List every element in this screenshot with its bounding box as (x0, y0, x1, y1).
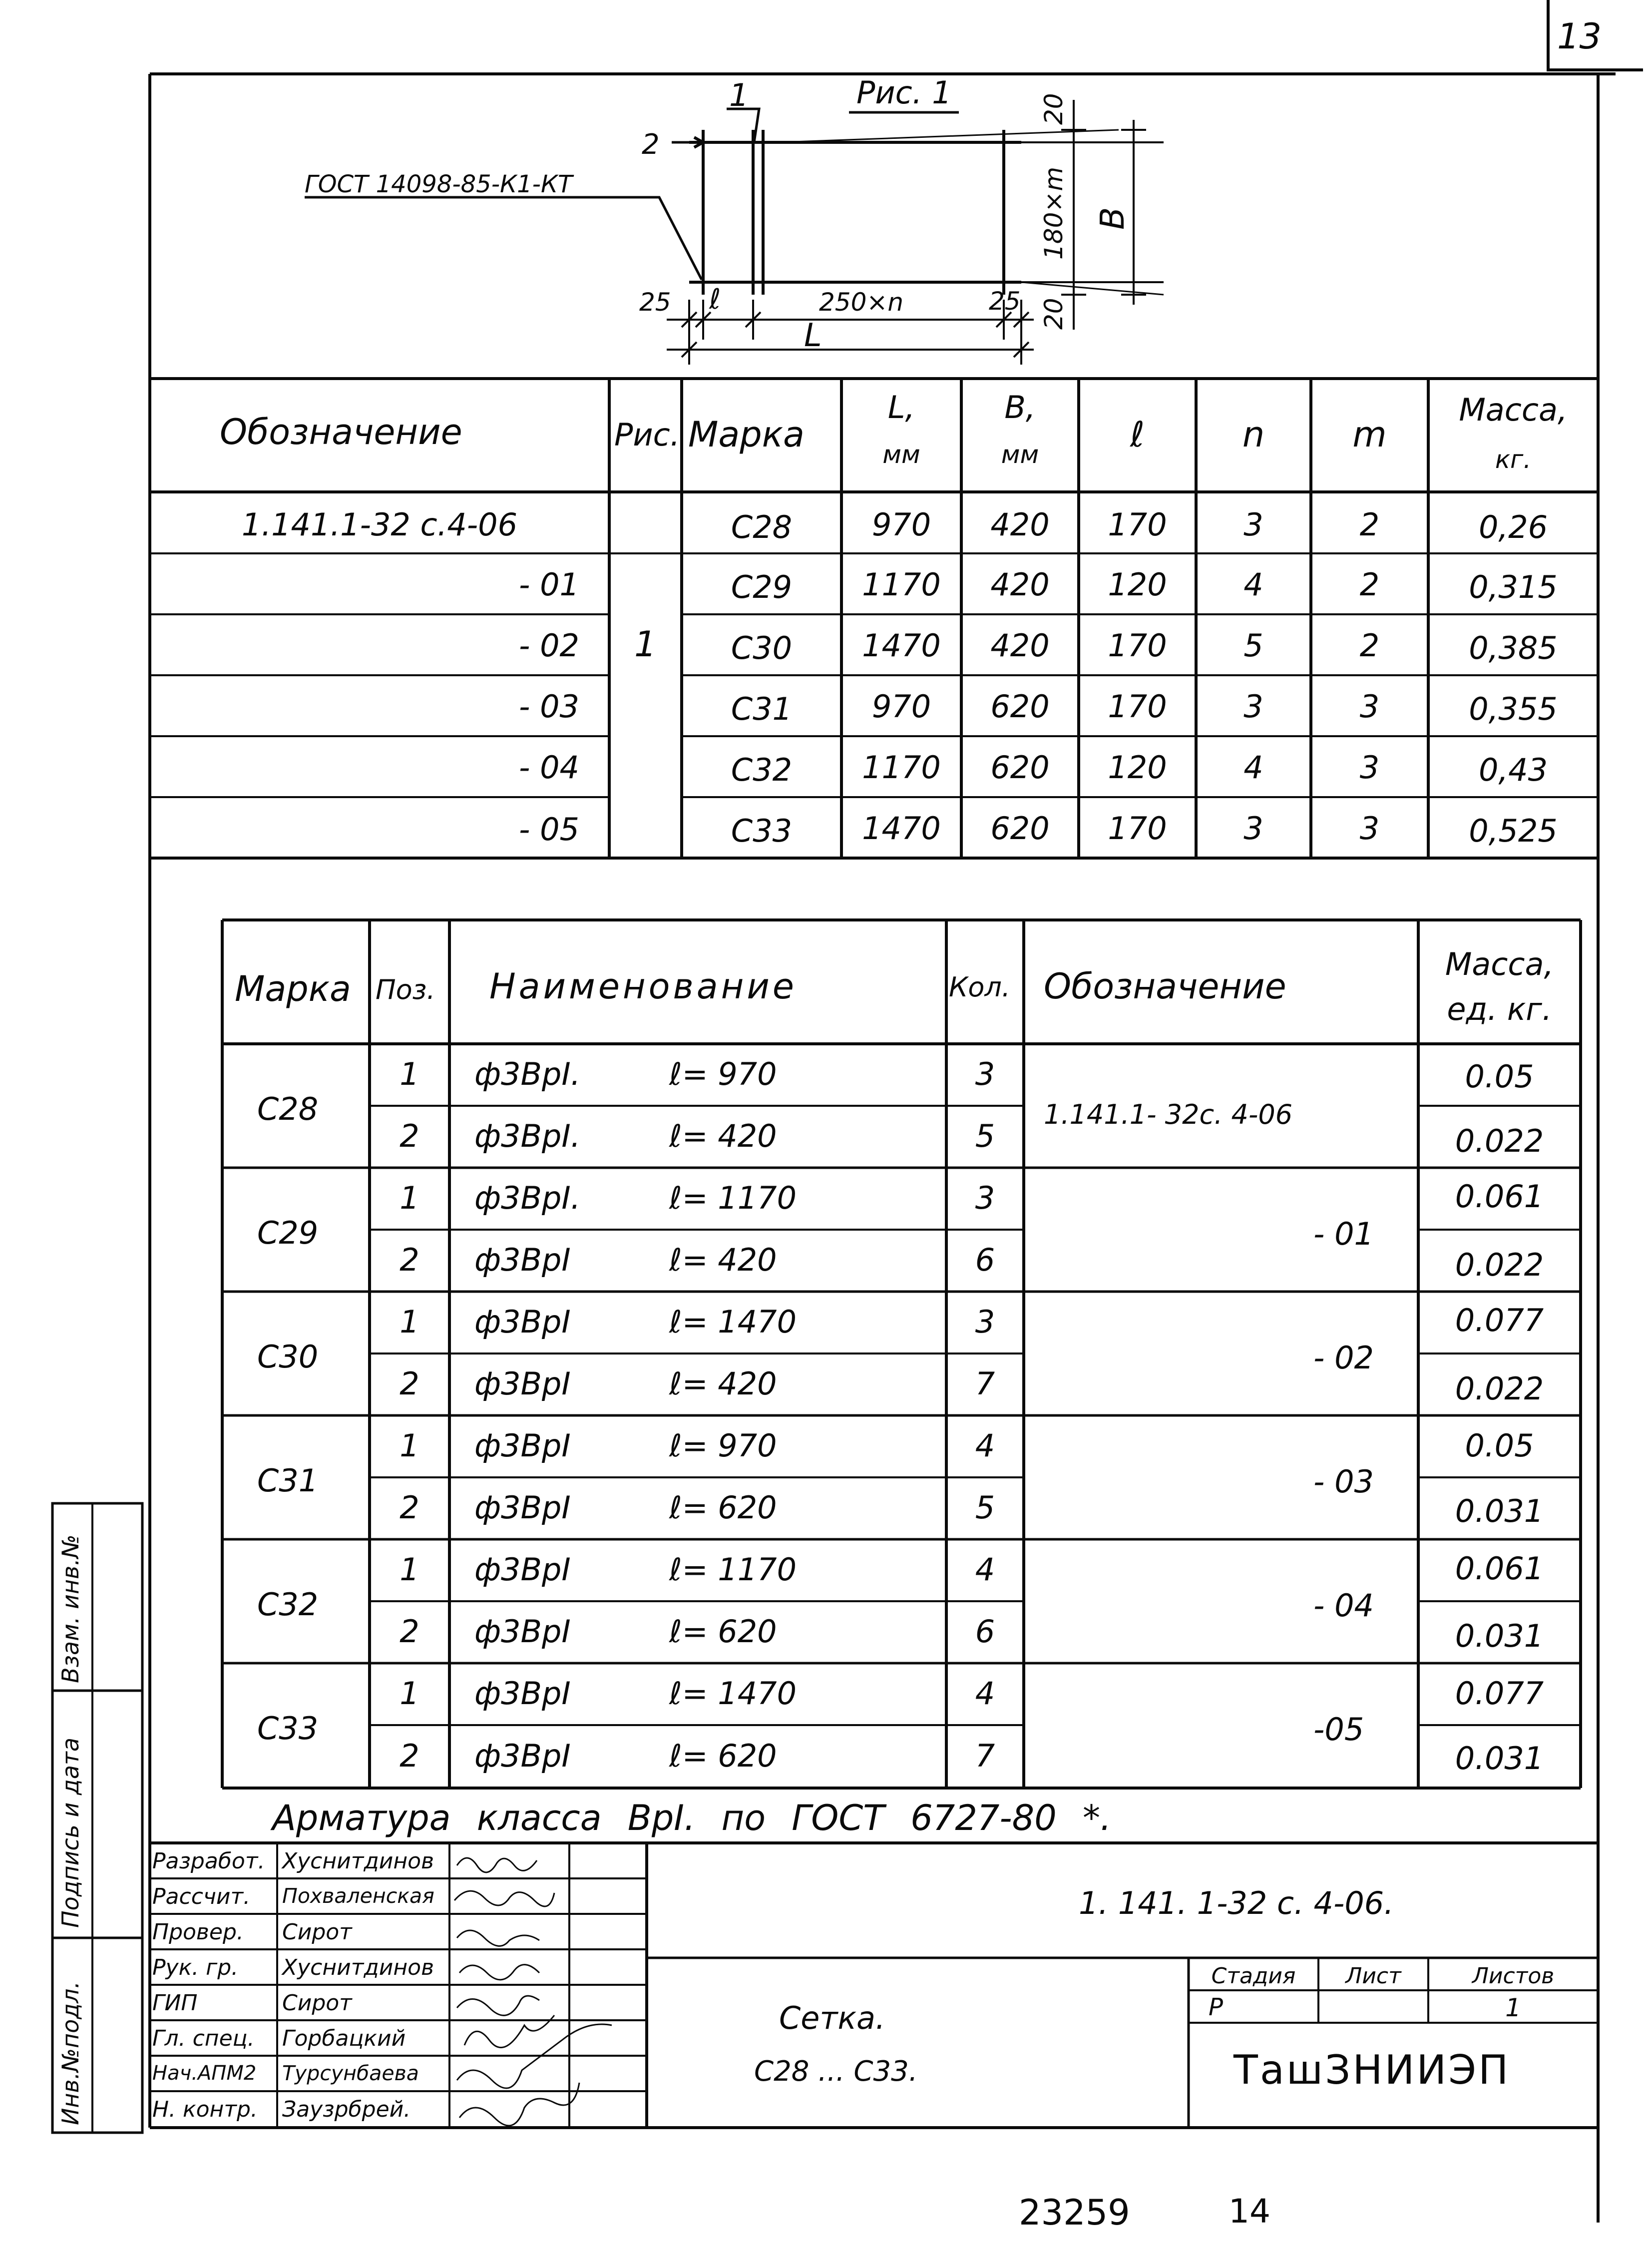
pos1-label: 1 (729, 77, 749, 113)
t1-r4-mass: 0,43 (1478, 752, 1548, 788)
name-0: Хуснитдинов (282, 1848, 434, 1874)
t2-g2-designation: - 02 (1313, 1340, 1374, 1376)
t1-r3-designation: - 03 (519, 688, 579, 725)
t1-r1-m: 2 (1359, 566, 1380, 603)
t2-g1-designation: - 01 (1313, 1216, 1374, 1252)
t2-g0-i0-bar: ф3ВрI. (474, 1056, 581, 1092)
role-3: Рук. гр. (152, 1955, 239, 1980)
t2-g5-i0-mass: 0.077 (1455, 1675, 1544, 1712)
page-number: 13 (1557, 16, 1602, 57)
t2-g3-designation: - 03 (1313, 1463, 1374, 1500)
t2-g4-i1-mass: 0.031 (1455, 1618, 1544, 1654)
t2-g1-i1-qty: 6 (975, 1242, 995, 1278)
footer-number: 23259 (1019, 2192, 1130, 2233)
top-margin-label: 20 (1039, 93, 1068, 125)
t2-g0-i1-qty: 5 (975, 1118, 995, 1154)
t2-g2-mark: С30 (257, 1339, 319, 1375)
sheet-title-2: С28 ... С33. (754, 2055, 918, 2088)
t2-g5-mark: С33 (257, 1710, 319, 1747)
t2-g1-i1-len: ℓ= 420 (669, 1242, 777, 1278)
t1-r5-designation: - 05 (519, 811, 579, 848)
side-stamp-replace: Взам. инв.№ (57, 1534, 84, 1683)
t2-g0-i0-len: ℓ= 970 (669, 1056, 777, 1092)
t2-g4-i1-bar: ф3ВрI (474, 1613, 571, 1650)
t1-r2-l: 170 (1108, 627, 1167, 664)
t1-r0-B: 420 (990, 506, 1050, 543)
t1-r3-m: 3 (1359, 688, 1380, 725)
t2-g2-i1-qty: 7 (975, 1365, 995, 1402)
role-6: Нач.АПМ2 (152, 2062, 257, 2085)
t2-g1-i1-mass: 0.022 (1455, 1247, 1544, 1283)
t2-g4-i0-len: ℓ= 1170 (669, 1551, 797, 1588)
t1-header-B: B, (1004, 389, 1036, 426)
gost-label: ГОСТ 14098-85-К1-КТ (305, 170, 573, 198)
t1-header-mass: Масса, (1459, 392, 1568, 428)
t2-g3-i1-mass: 0.031 (1455, 1493, 1544, 1529)
t2-header-pos: Поз. (376, 974, 435, 1005)
t2-g2-i0-bar: ф3ВрI (474, 1304, 571, 1340)
t1-r3-L: 970 (871, 688, 931, 725)
t2-g4-i1-len: ℓ= 620 (669, 1613, 777, 1650)
t1-r1-L: 1170 (862, 566, 941, 603)
L-label: L (804, 317, 822, 354)
t2-g2-i1-pos: 2 (400, 1365, 419, 1402)
t1-header-l: ℓ (1130, 414, 1145, 455)
bottom-margin-label: 20 (1039, 298, 1068, 330)
t2-g3-mark: С31 (257, 1462, 319, 1499)
t1-r0-designation: 1.141.1-32 с.4-06 (241, 506, 518, 543)
name-6: Турсунбаева (282, 2061, 419, 2085)
t2-g4-i0-bar: ф3ВрI (474, 1551, 571, 1588)
name-1: Похваленская (282, 1884, 434, 1908)
t1-r5-B: 620 (990, 810, 1050, 847)
t1-r4-m: 3 (1359, 749, 1380, 786)
t2-g1-mark: С29 (257, 1215, 319, 1251)
t1-r2-L: 1470 (862, 627, 941, 664)
t1-r3-l: 170 (1108, 688, 1167, 725)
left-margin-label: 25 (639, 288, 671, 317)
t2-g4-mark: С32 (257, 1586, 319, 1623)
stage-label: Стадия (1211, 1963, 1296, 1989)
t2-header-name: Наименование (489, 966, 797, 1007)
t1-header-m: m (1352, 414, 1387, 455)
t2-g1-i0-len: ℓ= 1170 (669, 1180, 797, 1216)
t1-r4-n: 4 (1243, 749, 1263, 786)
l-label: ℓ (709, 283, 721, 316)
t2-g3-i1-pos: 2 (400, 1489, 419, 1526)
t2-header-qty: Кол. (949, 971, 1011, 1003)
t2-g0-i1-bar: ф3ВрI. (474, 1118, 581, 1154)
t1-r5-l: 170 (1108, 810, 1167, 847)
stage-value: Р (1209, 1993, 1223, 2021)
sheets-value: 1 (1505, 1993, 1521, 2022)
t1-r4-designation: - 04 (519, 749, 579, 786)
t1-r5-mark: С33 (731, 813, 793, 849)
t1-r5-n: 3 (1243, 810, 1263, 847)
t1-r2-designation: - 02 (519, 627, 579, 664)
t1-r3-n: 3 (1243, 688, 1263, 725)
figure-title: Рис. 1 (856, 74, 952, 111)
t2-g2-i0-qty: 3 (975, 1304, 995, 1340)
t1-r3-mark: С31 (731, 691, 793, 727)
B-label: B (1093, 207, 1132, 230)
name-3: Хуснитдинов (282, 1955, 434, 1980)
role-1: Рассчит. (152, 1884, 251, 1909)
t2-g5-i1-pos: 2 (400, 1738, 419, 1774)
t2-g0-mark: С28 (257, 1091, 319, 1127)
t1-fig-value: 1 (634, 624, 657, 665)
t1-r0-mark: С28 (731, 509, 793, 545)
t2-g0-i0-mass: 0.05 (1465, 1058, 1534, 1095)
t2-g1-i1-pos: 2 (400, 1242, 419, 1278)
t2-g2-i1-mass: 0.022 (1455, 1370, 1544, 1407)
t2-g4-i1-pos: 2 (400, 1613, 419, 1650)
t2-g5-i1-mass: 0.031 (1455, 1740, 1544, 1777)
doc-code: 1. 141. 1-32 с. 4-06. (1079, 1885, 1394, 1921)
footer-page: 14 (1229, 2192, 1270, 2231)
t2-g1-i0-bar: ф3ВрI. (474, 1180, 581, 1216)
t2-header-mark: Марка (235, 968, 351, 1009)
t1-r2-m: 2 (1359, 627, 1380, 664)
t1-header-n: n (1242, 414, 1265, 455)
role-2: Провер. (152, 1919, 244, 1945)
t1-r4-l: 120 (1108, 749, 1167, 786)
t1-r1-n: 4 (1243, 566, 1263, 603)
t2-g2-i0-pos: 1 (400, 1304, 419, 1340)
t1-r2-n: 5 (1243, 627, 1263, 664)
role-7: Н. контр. (152, 2097, 258, 2122)
t2-g1-i0-pos: 1 (400, 1180, 419, 1216)
t2-header-mass-unit: ед. кг. (1447, 991, 1552, 1027)
sheet-title-1: Сетка. (779, 2000, 885, 2036)
t2-g1-i0-qty: 3 (975, 1180, 995, 1216)
role-4: ГИП (152, 1990, 198, 2016)
t1-r2-mass: 0,385 (1469, 630, 1558, 666)
t2-g0-i1-mass: 0.022 (1455, 1123, 1544, 1159)
t2-g0-i0-pos: 1 (400, 1056, 419, 1092)
t1-header-designation: Обозначение (220, 412, 462, 452)
t1-r0-l: 170 (1108, 506, 1167, 543)
name-4: Сирот (282, 1990, 352, 2016)
right-margin-label: 25 (989, 287, 1021, 316)
t2-g0-i1-pos: 2 (400, 1118, 419, 1154)
pos2-label: 2 (642, 128, 660, 161)
t1-r1-mass: 0,315 (1469, 569, 1558, 605)
t2-g3-i0-len: ℓ= 970 (669, 1427, 777, 1464)
name-7: Заузрбрей. (282, 2097, 411, 2122)
t2-g1-i0-mass: 0.061 (1455, 1178, 1544, 1215)
t1-r4-B: 620 (990, 749, 1050, 786)
t2-g4-i1-qty: 6 (975, 1613, 995, 1650)
rebar-note: Арматура класса ВрI. по ГОСТ 6727-80 *. (272, 1798, 1112, 1838)
t2-g3-i0-pos: 1 (400, 1427, 419, 1464)
t2-header-designation: Обозначение (1044, 966, 1286, 1007)
t2-g5-i0-bar: ф3ВрI (474, 1675, 571, 1712)
sheet-label: Лист (1345, 1963, 1401, 1989)
t1-r1-B: 420 (990, 566, 1050, 603)
t1-r1-mark: С29 (731, 569, 793, 605)
t1-header-L: L, (887, 389, 915, 426)
t2-g0-designation: 1.141.1- 32с. 4-06 (1044, 1099, 1293, 1130)
t2-g3-i0-mass: 0.05 (1465, 1427, 1534, 1464)
t2-g3-i0-qty: 4 (975, 1427, 995, 1464)
name-2: Сирот (282, 1919, 352, 1945)
t2-g3-i1-bar: ф3ВрI (474, 1489, 571, 1526)
t1-r4-L: 1170 (862, 749, 941, 786)
t1-header-B-unit: мм (1001, 440, 1039, 469)
t1-r2-mark: С30 (731, 630, 793, 666)
t2-g5-i0-qty: 4 (975, 1675, 995, 1712)
t2-g2-i1-len: ℓ= 420 (669, 1365, 777, 1402)
t2-g4-i0-pos: 1 (400, 1551, 419, 1588)
t2-g3-i0-bar: ф3ВрI (474, 1427, 571, 1464)
t1-r1-l: 120 (1108, 566, 1167, 603)
t1-r2-B: 420 (990, 627, 1050, 664)
t2-g1-i1-bar: ф3ВрI (474, 1242, 571, 1278)
t2-g2-i1-bar: ф3ВрI (474, 1365, 571, 1402)
t1-r3-mass: 0,355 (1469, 691, 1558, 727)
t2-g4-designation: - 04 (1313, 1587, 1374, 1624)
height-label: 180×m (1039, 166, 1068, 260)
t1-r0-m: 2 (1359, 506, 1380, 543)
t1-header-mark: Марка (688, 414, 805, 455)
span-label: 250×n (819, 288, 904, 317)
t1-header-fig: Рис. (614, 417, 680, 453)
t1-r0-n: 3 (1243, 506, 1263, 543)
t2-g4-i0-mass: 0.061 (1455, 1550, 1544, 1587)
t1-r1-designation: - 01 (519, 566, 579, 603)
side-stamp-sign: Подпись и дата (57, 1737, 84, 1928)
t1-r0-L: 970 (871, 506, 931, 543)
t2-g2-i0-mass: 0.077 (1455, 1302, 1544, 1339)
t1-header-L-unit: мм (882, 440, 920, 469)
t2-g3-i1-qty: 5 (975, 1489, 995, 1526)
t2-g4-i0-qty: 4 (975, 1551, 995, 1588)
side-stamp-inv: Инв.№подл. (57, 1981, 84, 2125)
t2-g5-i1-bar: ф3ВрI (474, 1738, 571, 1774)
t2-header-mass: Масса, (1445, 946, 1554, 982)
t1-r3-B: 620 (990, 688, 1050, 725)
t2-g2-i0-len: ℓ= 1470 (669, 1304, 797, 1340)
t2-g3-i1-len: ℓ= 620 (669, 1489, 777, 1526)
t2-g5-i1-len: ℓ= 620 (669, 1738, 777, 1774)
t2-g5-i1-qty: 7 (975, 1738, 995, 1774)
t1-r4-mark: С32 (731, 752, 793, 788)
t1-r0-mass: 0,26 (1478, 509, 1548, 545)
t1-r5-m: 3 (1359, 810, 1380, 847)
t2-g0-i1-len: ℓ= 420 (669, 1118, 777, 1154)
t2-g5-i0-pos: 1 (400, 1675, 419, 1712)
role-0: Разработ. (152, 1848, 265, 1874)
t2-g5-i0-len: ℓ= 1470 (669, 1675, 797, 1712)
t1-header-mass-unit: кг. (1495, 445, 1532, 474)
sheets-label: Листов (1472, 1963, 1555, 1989)
t2-g0-i0-qty: 3 (975, 1056, 995, 1092)
t2-g5-designation: -05 (1313, 1711, 1364, 1748)
t1-r5-L: 1470 (862, 810, 941, 847)
t1-r5-mass: 0,525 (1469, 813, 1558, 849)
org-name: ТашЗНИИЭП (1234, 2047, 1511, 2093)
name-5: Горбацкий (282, 2026, 406, 2051)
role-5: Гл. спец. (152, 2026, 255, 2051)
